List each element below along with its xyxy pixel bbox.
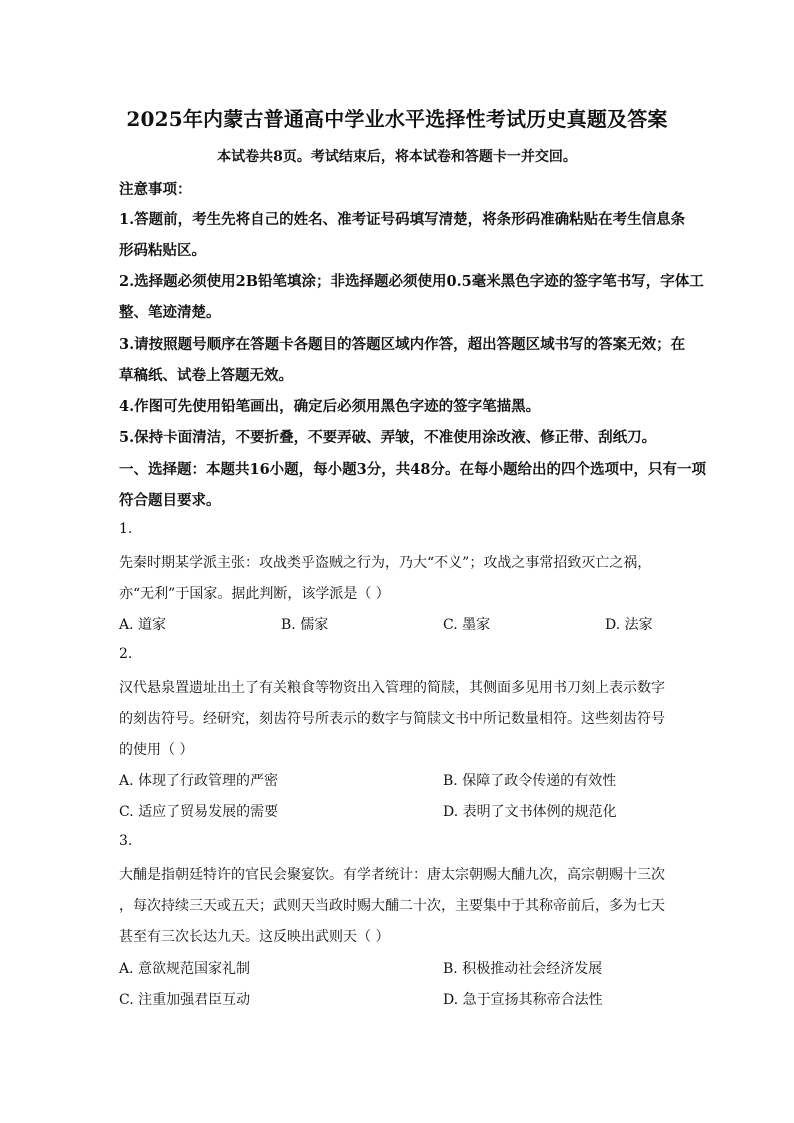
notice-line: 1.答题前，考生先将自己的姓名、准考证号码填写清楚，将条形码准确粘贴在考生信息条 [119,211,686,228]
question-stem-line: 甚至有三次长达九天。这反映出武则天（ ） [119,929,390,945]
page-subtitle: 本试卷共8页。考试结束后，将本试卷和答题卡一并交回。 [217,149,577,165]
option-b: B. 保障了政令传递的有效性 [443,773,617,789]
question-number: 3. [119,833,133,849]
notice-line: 3.请按照题号顺序在答题卡各题目的答题区域内作答，超出答题区域书写的答案无效；在 [119,336,686,353]
question-number: 1. [119,521,133,537]
page-title: 2025年内蒙古普通高中学业水平选择性考试历史真题及答案 [126,107,668,131]
option-b: B. 儒家 [281,617,329,633]
option-c: C. 适应了贸易发展的需要 [119,804,279,820]
question-stem-line: ，每次持续三天或五天；武则天当政时赐大酺二十次，主要集中于其称帝前后，多为七天 [119,898,665,914]
option-a: A. 意欲规范国家礼制 [119,961,251,977]
section-heading: 符合题目要求。 [119,492,221,509]
question-stem-line: 的使用（ ） [119,742,194,758]
notice-heading: 注意事项： [119,181,192,198]
notice-line: 2.选择题必须使用2B铅笔填涂；非选择题必须使用0.5毫米黑色字迹的签字笔书写，字体工 [119,273,704,290]
notice-line: 整、笔迹清楚。 [119,304,221,321]
question-stem-line: 大酺是指朝廷特许的官民会聚宴饮。有学者统计：唐太宗朝赐大酺九次，高宗朝赐十三次 [119,867,665,883]
option-a: A. 道家 [119,617,167,633]
option-c: C. 墨家 [443,617,491,633]
notice-line: 5.保持卡面清洁，不要折叠，不要弄破、弄皱，不准使用涂改液、修正带、刮纸刀。 [119,429,657,446]
notice-line: 形码粘贴区。 [119,242,206,259]
option-d: D. 表明了文书体例的规范化 [443,804,617,820]
question-stem-line: 的刻齿符号。经研究，刻齿符号所表示的数字与简牍文书中所记数量相符。这些刻齿符号 [119,711,665,727]
option-a: A. 体现了行政管理的严密 [119,773,279,789]
question-stem-line: 亦“无利”于国家。据此判断，该学派是（ ） [119,586,390,602]
notice-line: 草稿纸、试卷上答题无效。 [119,367,293,384]
question-stem-line: 汉代悬泉置遗址出土了有关粮食等物资出入管理的简牍，其侧面多见用书刀刻上表示数字 [119,680,665,696]
notice-line: 4.作图可先使用铅笔画出，确定后必须用黑色字迹的签字笔描黑。 [119,398,541,415]
option-d: D. 急于宣扬其称帝合法性 [443,992,603,1008]
option-b: B. 积极推动社会经济发展 [443,961,603,977]
question-stem-line: 先秦时期某学派主张：攻战类乎盗贼之行为，乃大“不义”；攻战之事常招致灭亡之祸， [119,555,652,571]
option-c: C. 注重加强君臣互动 [119,992,251,1008]
section-heading: 一、选择题：本题共16小题，每小题3分，共48分。在每小题给出的四个选项中，只有一项 [119,461,706,478]
question-number: 2. [119,646,133,662]
option-d: D. 法家 [605,617,653,633]
